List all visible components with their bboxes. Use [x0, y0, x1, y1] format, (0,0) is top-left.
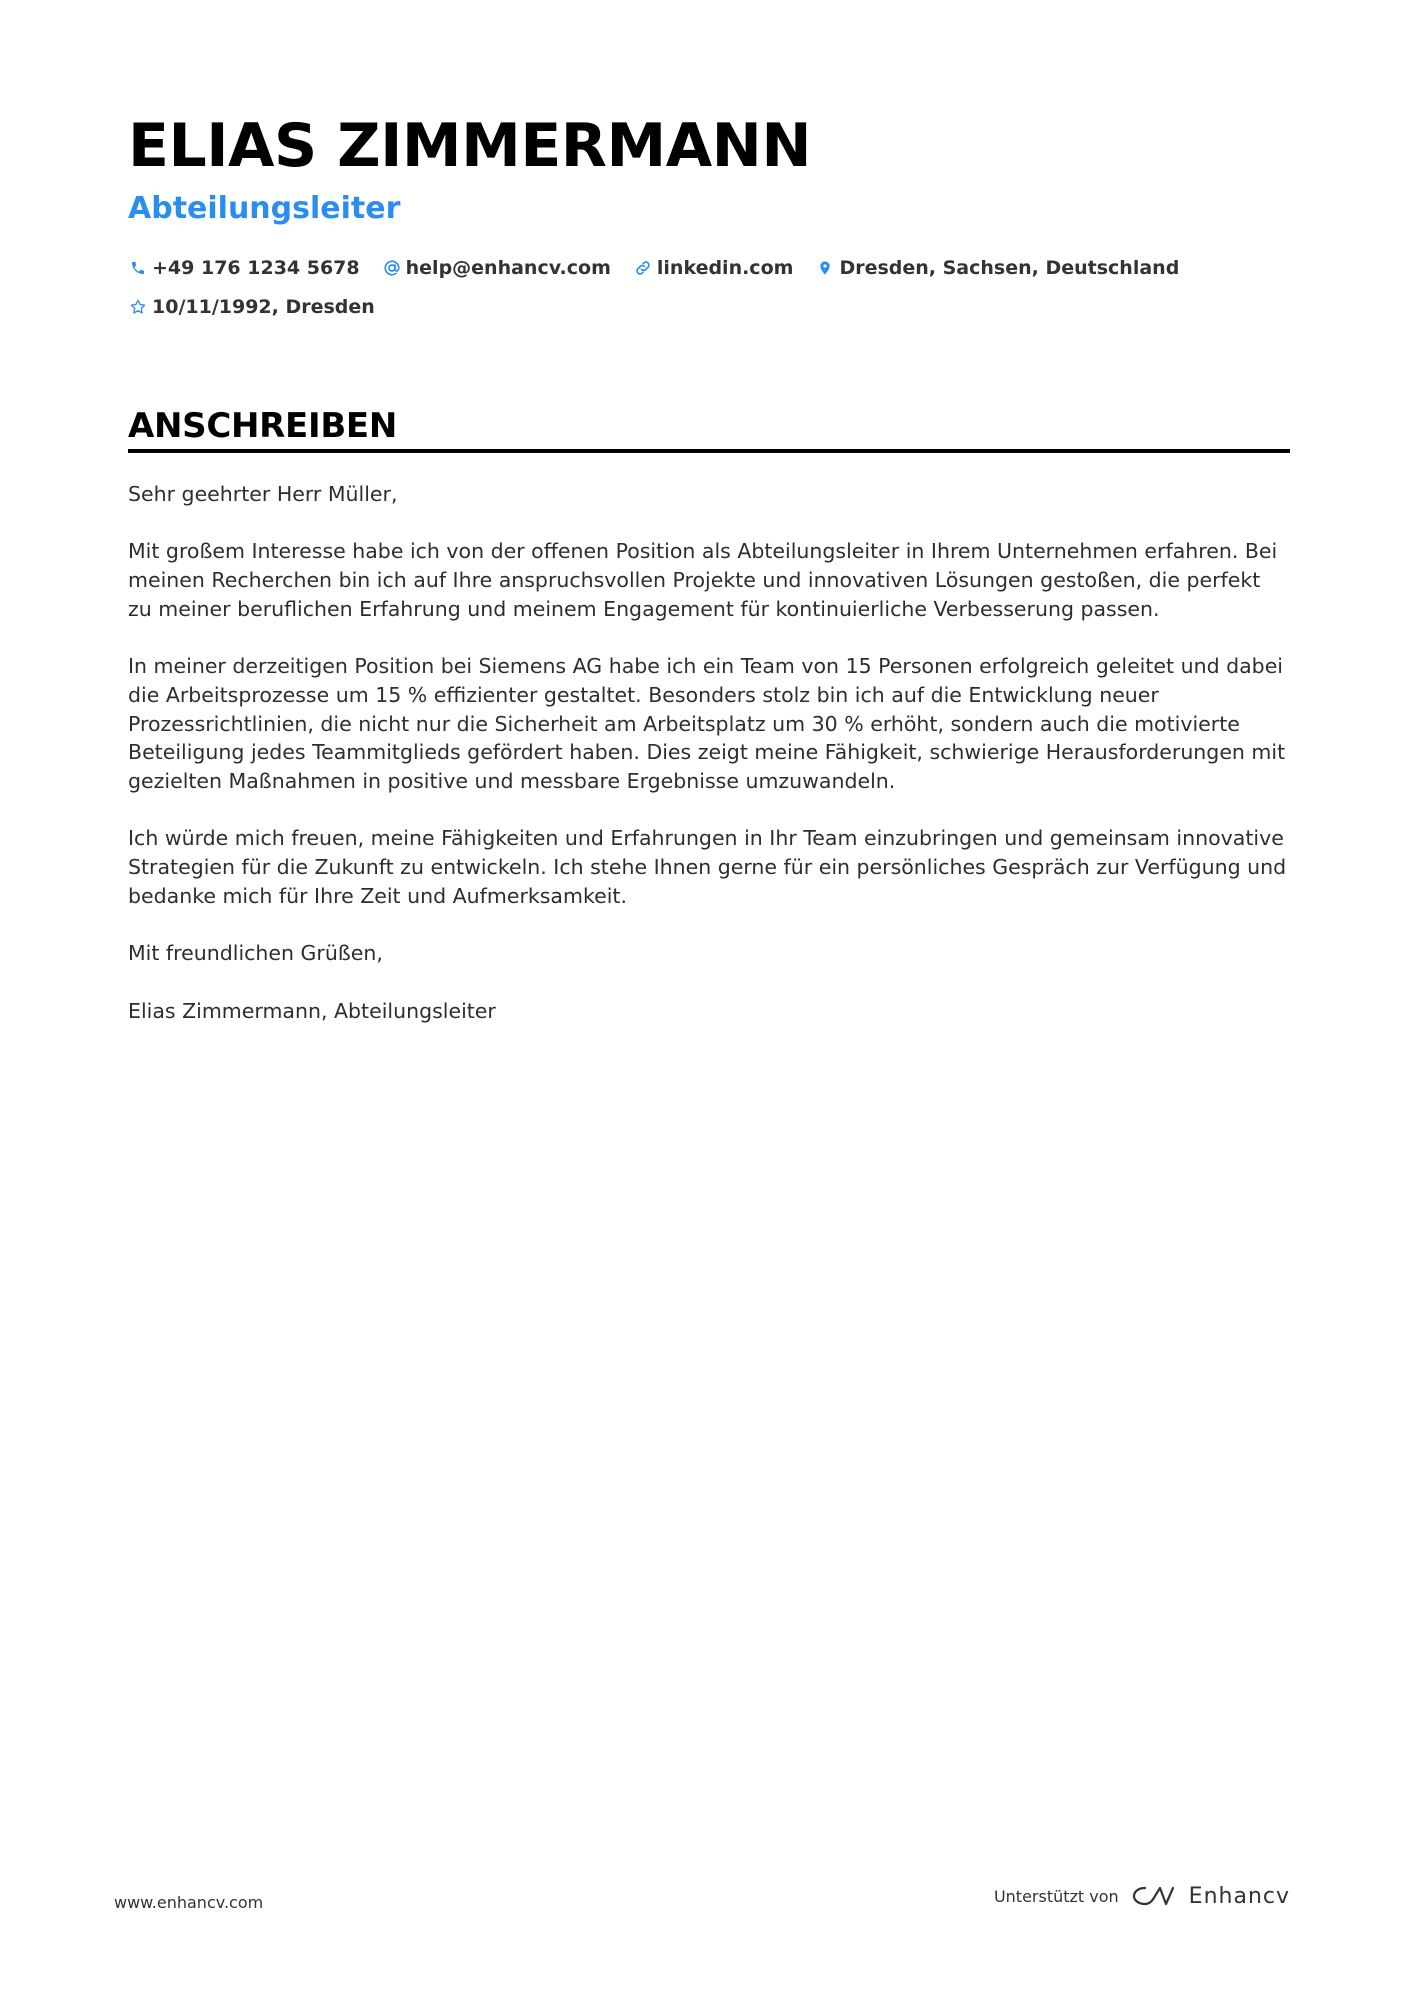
at-icon — [382, 258, 402, 278]
footer-website[interactable]: www.enhancv.com — [114, 1893, 264, 1912]
phone-icon — [128, 258, 148, 278]
letter-paragraph-1: Mit großem Interesse habe ich von der offenen Position als Abteilungsleiter in Ihrem Unternehmen erfahren. Bei meinen Recherchen bin ich auf Ihre anspruchsvollen Projekte und innovativen Lösungen gestoßen, die perfekt zu meiner beruflichen Erfahrung und meinem Engagement für kontinuierliche Verbesserung passen. — [128, 539, 1278, 621]
link-icon — [633, 258, 653, 278]
contact-row-1 — [128, 254, 1201, 282]
section-title: ANSCHREIBEN — [128, 406, 398, 446]
contact-email[interactable] — [382, 257, 611, 279]
letter-paragraph-2: In meiner derzeitigen Position bei Siemens AG habe ich ein Team von 15 Personen erfolgreich geleitet und dabei die Arbeitsprozesse um 15 % effizienter gestaltet. Besonders stolz bin ich auf die Entwicklung neuer Prozessrichtlinien, die nicht nur die Sicherheit am Arbeitsplatz um 30 % erhöht, sondern auch die motivierte Beteiligung jedes Teammitglieds gefördert haben. Dies zeigt meine Fähigkeit, schwierige Herausforderungen mit gezielten Maßnahmen in positive und messbare Ergebnisse umzuwandeln. — [128, 654, 1286, 793]
enhancv-logo[interactable] — [1131, 1883, 1290, 1909]
enhancv-logo-icon — [1131, 1883, 1177, 1909]
applicant-title: Abteilungsleiter — [128, 191, 401, 226]
contact-linkedin[interactable] — [633, 257, 794, 279]
location-pin-icon — [815, 258, 835, 278]
contact-phone-text: +49 176 1234 5678 — [152, 257, 360, 279]
letter-paragraph-3: Ich würde mich freuen, meine Fähigkeiten und Erfahrungen in Ihr Team einzubringen und gemeinsam innovative Strategien für die Zukunft zu entwickeln. Ich stehe Ihnen gerne für ein persönliches Gespräch zur Verfügung und bedanke mich für Ihre Zeit und Aufmerksamkeit. — [128, 826, 1287, 908]
contact-birth-text: 10/11/1992, Dresden — [152, 296, 375, 318]
section-divider — [128, 449, 1290, 453]
applicant-name: ELIAS ZIMMERMANN — [128, 111, 812, 181]
letter-signature: Elias Zimmermann, Abteilungsleiter — [128, 998, 496, 1023]
letter-closing: Mit freundlichen Grüßen, — [128, 941, 383, 966]
star-icon — [128, 297, 148, 317]
contact-email-text[interactable]: help@enhancv.com — [405, 257, 611, 279]
powered-by-text: Unterstützt von — [993, 1886, 1119, 1906]
contact-row-2 — [128, 293, 397, 321]
contact-location — [815, 257, 1179, 279]
letter-salutation: Sehr geehrter Herr Müller, — [128, 482, 398, 506]
footer-branding — [994, 1883, 1290, 1909]
brand-name: Enhancv — [1188, 1883, 1290, 1909]
contact-birth — [128, 296, 375, 318]
contact-phone — [128, 257, 360, 279]
letter-body — [128, 480, 1290, 1054]
contact-location-text: Dresden, Sachsen, Deutschland — [839, 257, 1180, 279]
contact-linkedin-text[interactable]: linkedin.com — [656, 257, 794, 279]
